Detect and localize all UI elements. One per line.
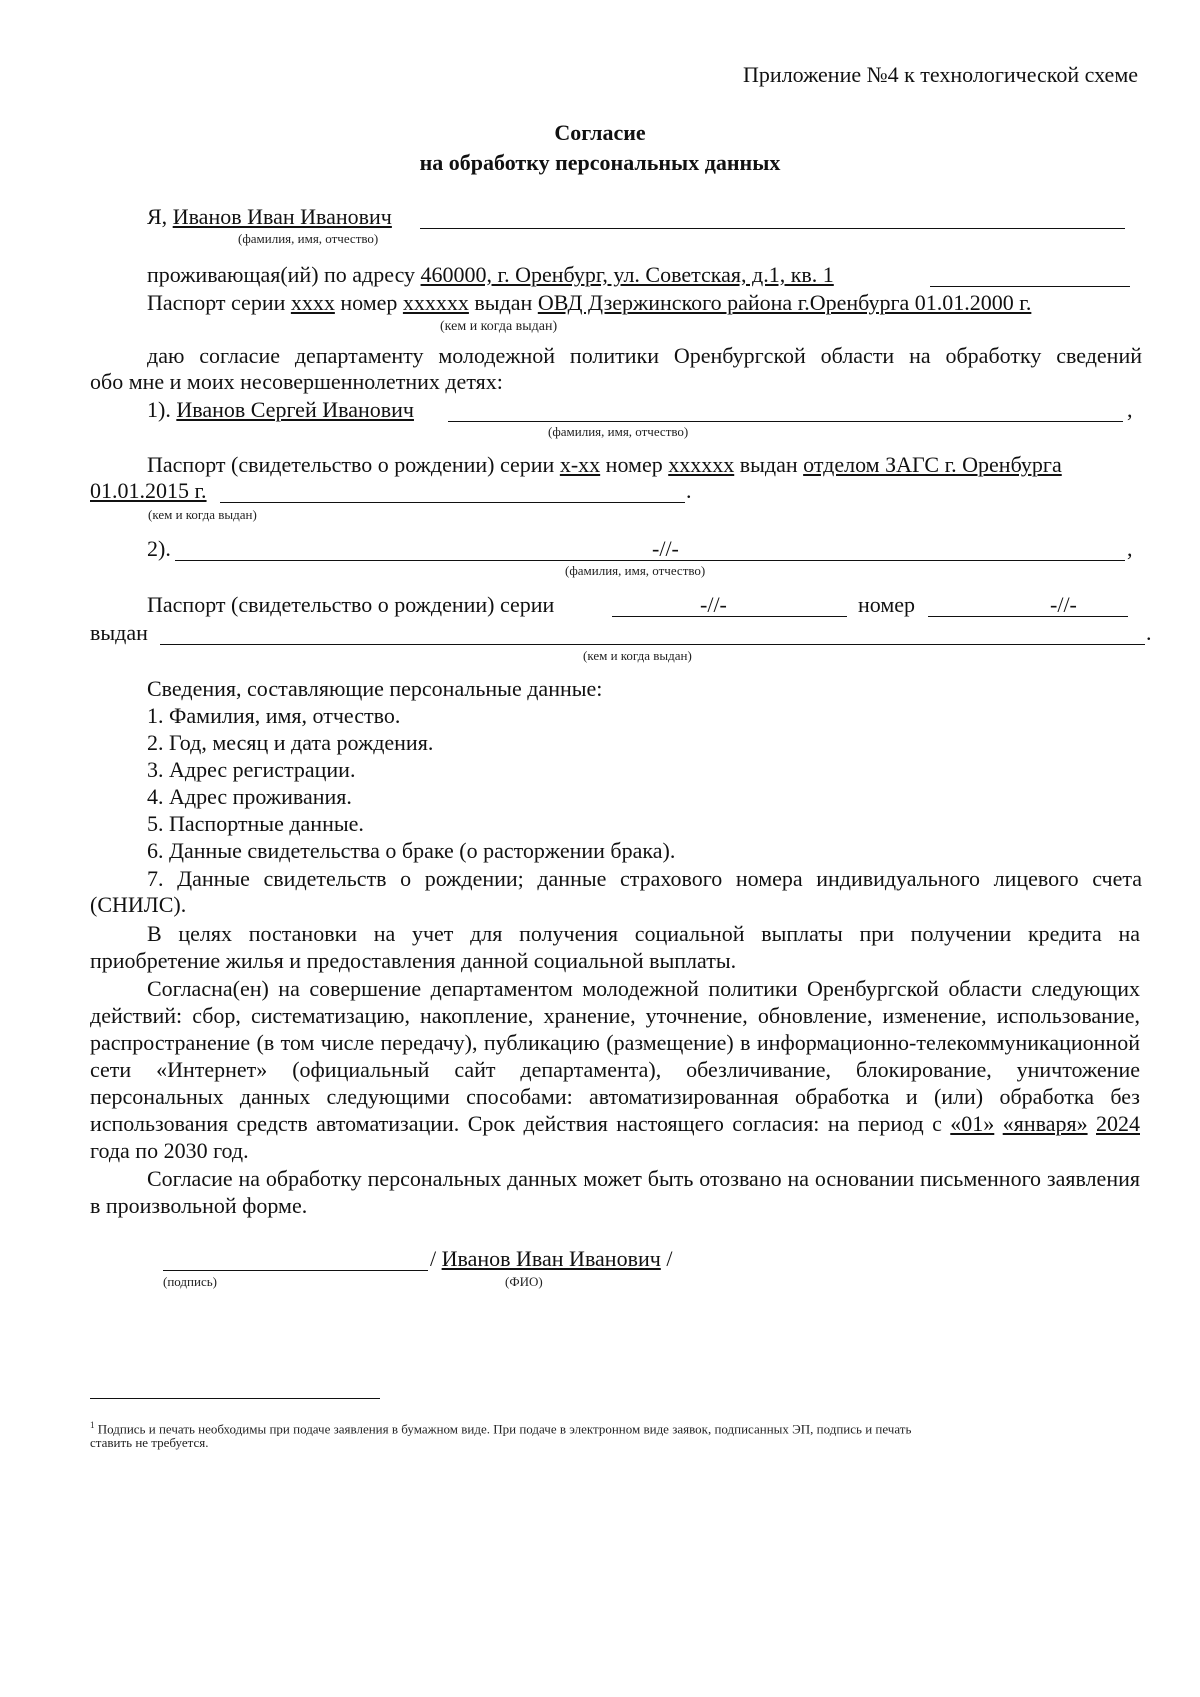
fio-caption: (ФИО) — [505, 1274, 543, 1289]
signature-slash-close: / — [666, 1246, 673, 1271]
child1-series: х-хх — [559, 452, 601, 477]
child2-comma: , — [1127, 536, 1133, 561]
address-value: 460000, г. Оренбург, ул. Советская, д.1, кв. 1 — [420, 262, 834, 287]
child1-doc-number: хххххх — [668, 452, 735, 477]
footnote-separator — [90, 1398, 380, 1399]
child2-name: -//- — [652, 536, 679, 561]
child1-period: . — [686, 478, 692, 503]
child1-number-label: номер — [605, 452, 663, 477]
purpose-paragraph: В целях постановки на учет для получения социальной выплаты при получении кредита на приобретение жилья и предоставления данной социальной выплаты. — [90, 921, 1140, 973]
signature-line — [163, 1270, 428, 1271]
child1-issued-date: 01.01.2015 г. — [90, 478, 207, 503]
passport-number-label: номер — [340, 290, 398, 315]
passport-prefix: Паспорт серии — [147, 290, 286, 315]
applicant-prefix: Я, — [147, 204, 168, 229]
document-title: Согласие — [554, 120, 646, 145]
child1-name: Иванов Сергей Иванович — [176, 397, 414, 422]
appendix-label: Приложение №4 к технологической схеме — [743, 62, 1138, 87]
list-item: 5. Паспортные данные. — [147, 811, 364, 836]
footnote-line2: ставить не требуется. — [90, 1435, 209, 1450]
document-subtitle: на обработку персональных данных — [419, 150, 781, 175]
child2-series: -//- — [700, 592, 727, 617]
list-item: 3. Адрес регистрации. — [147, 757, 356, 782]
signature-slash-open: / — [430, 1246, 437, 1271]
signature-name: Иванов Иван Иванович — [441, 1246, 661, 1271]
passport-issued-caption: (кем и когда выдан) — [440, 319, 558, 334]
revocation-paragraph: Согласие на обработку персональных данных может быть отозвано на основании письменного заявления в произвольной форме. — [90, 1166, 1140, 1218]
child1-date-underline — [220, 502, 685, 503]
actions-text: Согласна(ен) на совершение департаментом молодежной политики Оренбургской области следующих действий: сбор, систематизацию, накопление, хранение, уточнение, обновление, изменение, использование, распространение (в том числе передачу), публикацию (размещение) в информационно-телекоммуникационной сети «Интернет» (официальный сайт департамента), обезличивание, блокирование, уничтожение персональных данных следующими способами: автоматизированная обработка и (или) обработка без использования средств автоматизации. Срок действия настоящего согласия: на период с — [90, 976, 1140, 1136]
applicant-name-row — [147, 204, 392, 230]
signature-fio-row — [430, 1246, 672, 1272]
child2-issued-label: выдан — [90, 620, 148, 645]
list-item: 7. Данные свидетельств о рождении; данные страхового номера индивидуального лицевого счета — [147, 866, 1142, 891]
child2-issued-underline — [160, 644, 1145, 645]
passport-row — [147, 290, 1031, 316]
child2-name-caption: (фамилия, имя, отчество) — [565, 563, 706, 578]
footnote-mark: 1 — [90, 1420, 95, 1430]
applicant-name-underline — [420, 228, 1125, 229]
child1-name-caption: (фамилия, имя, отчество) — [548, 424, 689, 439]
applicant-name: Иванов Иван Иванович — [172, 204, 392, 229]
child2-period: . — [1146, 620, 1152, 645]
child2-number: 2). — [147, 536, 171, 561]
child2-issued-caption: (кем и когда выдан) — [583, 648, 692, 663]
child1-issued-by: отделом ЗАГС г. Оренбурга — [803, 452, 1062, 477]
list-item: 6. Данные свидетельства о браке (о расторжении брака). — [147, 838, 676, 863]
list-item-7-continuation: (СНИЛС). — [90, 892, 187, 917]
consent-intro-line1: даю согласие департаменту молодежной политики Оренбургской области на обработку сведений — [147, 343, 1142, 368]
consent-start-day: «01» — [950, 1111, 995, 1136]
child2-doc-number: -//- — [1050, 592, 1077, 617]
child1-comma: , — [1127, 397, 1133, 422]
child1-name-row — [147, 397, 414, 423]
child2-name-underline — [175, 560, 1125, 561]
child1-name-underline — [448, 421, 1123, 422]
personal-data-heading: Сведения, составляющие персональные данные: — [147, 676, 603, 701]
child1-doc-row — [147, 452, 1062, 478]
signature-caption: (подпись) — [163, 1274, 217, 1289]
passport-series: хххх — [290, 290, 335, 315]
footnote-text: Подпись и печать необходимы при подаче заявления в бумажном виде. При подаче в электронном виде заявок, подписанных ЭП, подпись и печать — [97, 1421, 912, 1437]
child1-doc-prefix: Паспорт (свидетельство о рождении) серии — [147, 452, 555, 477]
consent-start-year: 2024 — [1096, 1111, 1140, 1136]
child2-series-underline — [612, 616, 847, 617]
child1-issued-caption: (кем и когда выдан) — [148, 507, 257, 522]
passport-issued-by: ОВД Дзержинского района г.Оренбурга 01.01.2000 г. — [537, 290, 1032, 315]
list-item: 2. Год, месяц и дата рождения. — [147, 730, 434, 755]
child2-doc-prefix: Паспорт (свидетельство о рождении) серии — [147, 592, 555, 617]
passport-issued-label: выдан — [474, 290, 533, 315]
passport-number: хххххх — [402, 290, 469, 315]
actions-tail: года по 2030 год. — [90, 1138, 249, 1163]
child2-number-label: номер — [858, 592, 916, 617]
child1-issued-label: выдан — [739, 452, 798, 477]
child1-number: 1). — [147, 397, 171, 422]
consent-start-month: «января» — [1002, 1111, 1088, 1136]
footnote-line1 — [90, 1418, 911, 1436]
list-item: 4. Адрес проживания. — [147, 784, 352, 809]
address-row — [147, 262, 834, 288]
actions-paragraph — [90, 975, 1140, 1164]
child2-number-underline — [928, 616, 1128, 617]
applicant-name-caption: (фамилия, имя, отчество) — [238, 231, 379, 246]
address-prefix: проживающая(ий) по адресу — [147, 262, 416, 287]
list-item: 1. Фамилия, имя, отчество. — [147, 703, 401, 728]
consent-intro-line2: обо мне и моих несовершеннолетних детях: — [90, 369, 503, 394]
child1-date-row — [90, 478, 207, 504]
address-underline — [930, 286, 1130, 287]
